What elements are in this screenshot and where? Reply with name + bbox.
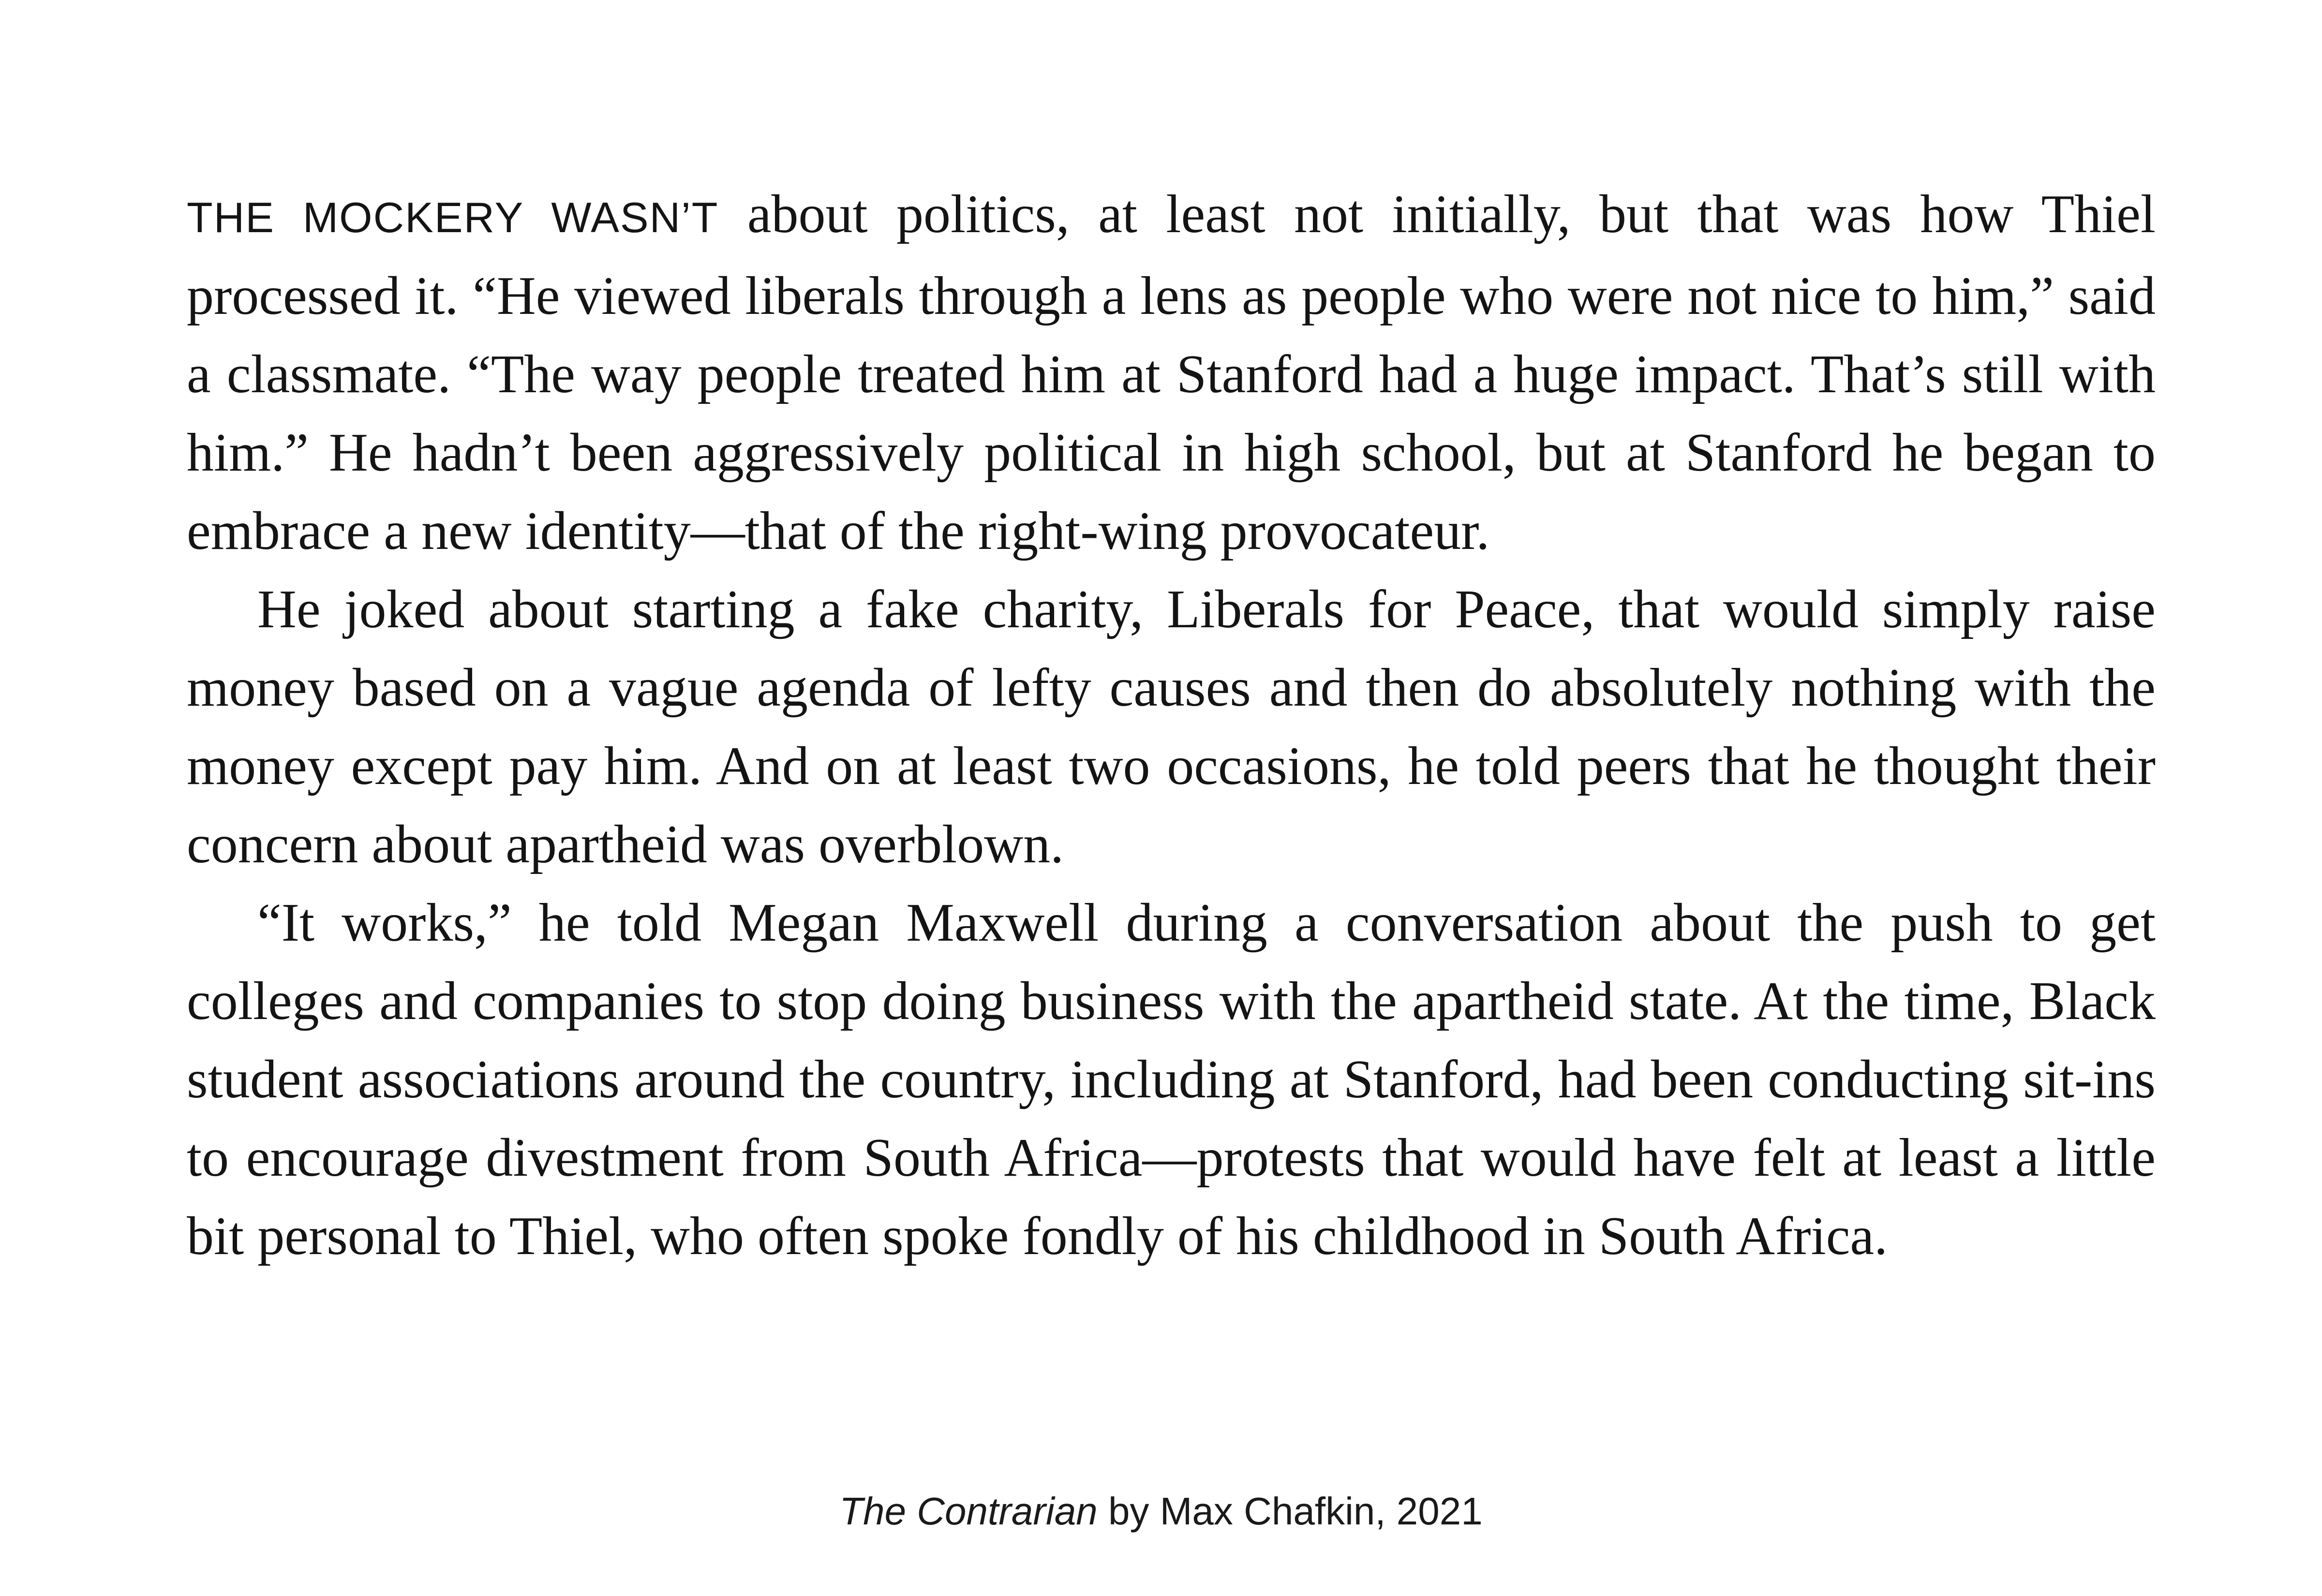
book-byline: by Max Chafkin, 2021 [1097,1490,1483,1533]
book-title: The Contrarian [839,1490,1098,1533]
paragraph-1 [187,175,2156,570]
book-excerpt [187,175,2156,1275]
paragraph-lead-in: THE MOCKERY WASN’T [187,193,719,241]
source-caption [0,1487,2322,1536]
paragraph-2: He joked about starting a fake charity, Liberals for Peace, that would simply raise money based on a vague agenda of lefty causes and then do absolutely nothing with the money except pay him. And on at least two occasions, he told peers that he thought their concern about apartheid was overblown. [187,579,2156,874]
paragraph-1-text: about politics, at least not initially, but that was how Thiel processed it. “He viewed liberals through a lens as people who were not nice to him,” said a classmate. “The way people treated him at Stanford had a huge impact. That’s still with him.” He hadn’t been aggressively political in high school, but at Stanford he began to embrace a new identity—that of the right-wing provocateur. [187,184,2156,561]
paragraph-3: “It works,” he told Megan Maxwell during a conversation about the push to get colleges and companies to stop doing business with the apartheid state. At the time, Black student associations around the country, including at Stanford, had been conducting sit-ins to encourage divestment from South Africa—protests that would have felt at least a little bit personal to Thiel, who often spoke fondly of his childhood in South Africa. [187,893,2156,1266]
